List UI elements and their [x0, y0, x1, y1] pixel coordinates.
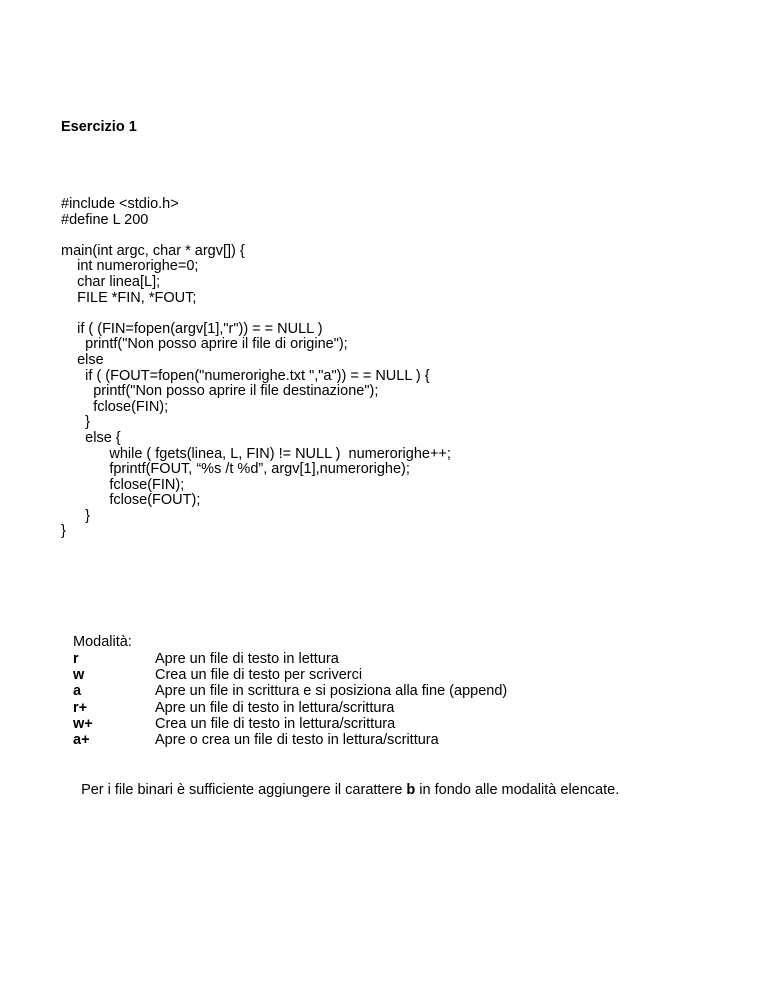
note-text-after: in fondo alle modalità elencate. — [415, 782, 620, 798]
modes-section — [73, 634, 713, 748]
code-line: if ( (FIN=fopen(argv[1],"r")) = = NULL ) — [61, 320, 323, 337]
code-line: while ( fgets(linea, L, FIN) != NULL ) numerorighe++; — [61, 445, 451, 462]
mode-key: r+ — [73, 699, 88, 716]
mode-row — [73, 667, 713, 683]
mode-description: Apre un file di testo in lettura — [155, 651, 339, 667]
exercise-title: Esercizio 1 — [61, 119, 137, 135]
code-line: fclose(FOUT); — [61, 492, 201, 509]
modes-list — [73, 651, 713, 748]
code-line: int numerorighe=0; — [61, 258, 199, 275]
mode-key: a — [73, 683, 82, 700]
mode-key: w — [73, 667, 85, 684]
code-line: } — [61, 414, 91, 431]
code-line: main(int argc, char * argv[]) { — [61, 242, 245, 259]
code-line: fprintf(FOUT, “%s /t %d”, argv[1],numerorighe); — [61, 461, 410, 478]
mode-row — [73, 700, 713, 716]
modes-label: Modalità: — [73, 634, 132, 650]
code-line — [61, 228, 451, 244]
mode-key: a+ — [73, 731, 90, 748]
mode-description: Apre o crea un file di testo in lettura/scrittura — [155, 731, 439, 748]
mode-row — [73, 651, 713, 667]
code-line: #define L 200 — [61, 211, 149, 228]
code-line: } — [61, 523, 66, 540]
code-line: if ( (FOUT=fopen("numerorighe.txt ","a")) = = NULL ) { — [61, 367, 430, 384]
code-line: else { — [61, 429, 121, 446]
code-line: fclose(FIN); — [61, 476, 185, 493]
mode-description: Apre un file in scrittura e si posiziona alla fine (append) — [155, 683, 508, 700]
mode-row — [73, 732, 713, 748]
code-line: fclose(FIN); — [61, 398, 169, 415]
code-line: printf("Non posso aprire il file destinazione"); — [61, 383, 379, 400]
code-line: printf("Non posso aprire il file di origine"); — [61, 336, 348, 353]
code-block — [61, 197, 451, 540]
mode-row — [73, 683, 713, 699]
code-line: else — [61, 351, 104, 368]
mode-description: Crea un file di testo in lettura/scrittura — [155, 715, 396, 732]
code-line — [61, 306, 451, 322]
code-line: FILE *FIN, *FOUT; — [61, 289, 197, 306]
mode-key: r — [73, 651, 79, 667]
note-bold-mode: b — [406, 782, 416, 798]
code-line: } — [61, 507, 91, 524]
note-text-before: Per i file binari è sufficiente aggiungere il carattere — [81, 782, 407, 798]
mode-description: Apre un file di testo in lettura/scrittura — [155, 699, 395, 716]
mode-row — [73, 716, 713, 732]
mode-description: Crea un file di testo per scriverci — [155, 667, 363, 684]
binary-note — [73, 765, 619, 799]
code-line: #include <stdio.h> — [61, 196, 179, 212]
mode-key: w+ — [73, 715, 93, 732]
code-line: char linea[L]; — [61, 273, 161, 290]
